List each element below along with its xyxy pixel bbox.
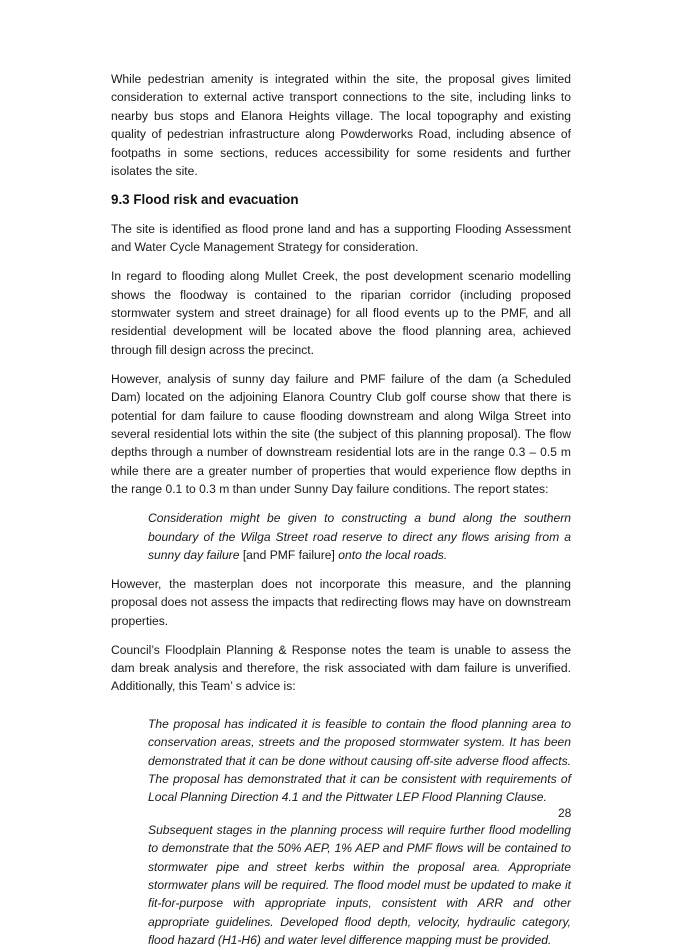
page-number: 28 (558, 806, 572, 820)
section-heading: 9.3 Flood risk and evacuation (111, 191, 299, 207)
paragraph-dam-failure: However, analysis of sunny day failure and PMF failure of the dam (a Scheduled Dam) located on the adjoining Elanora Country Club golf course show that there is potential for dam failure to cause flooding downstream and along Wilga Street into several residential lots within the site (the subject of this planning proposal). The flow depths through a number of downstream residential lots are in the range 0.3 – 0.5 m while there are a greater number of properties that would experience flow depths in the range 0.1 to 0.3 m than under Sunny Day failure conditions. The report states: (111, 371, 571, 497)
paragraph-pedestrian-amenity: While pedestrian amenity is integrated within the site, the proposal gives limited consideration to external active transport connections to the site, including links to nearby bus stops and Elanora Heights village. The local topography and existing quality of pedestrian infrastructure along Powderworks Road, including absence of footpaths in some sections, reduces accessibility for some residents and further isolates the site. (111, 72, 571, 179)
paragraph-mullet-creek: In regard to flooding along Mullet Creek, the post development scenario modelling shows the floodway is contained to the riparian corridor (including proposed stormwater system and street drainage) for all flood events up to the PMF, and all residential development will be located above the flood planning area, achieved through fill design across the precinct. (111, 269, 571, 357)
paragraph-masterplan: However, the masterplan does not incorporate this measure, and the planning proposal does not assess the impacts that redirecting flows may have on downstream properties. (111, 576, 571, 628)
block-quote-bund (111, 509, 571, 564)
document-page (111, 70, 571, 950)
paragraph-flood-prone-land: The site is identified as flood prone land and has a supporting Flooding Assessment and Water Cycle Management Strategy for consideration. (111, 221, 571, 255)
quote-editorial-insert: [and PMF failure] (242, 547, 335, 562)
quote-text-part1: Consideration might be given to constructing a bund along the southern boundary of the Wilga Street road reserve to direct any flows arising from a sunny day failure (148, 511, 571, 562)
quote-text-part2: onto the local roads. (338, 547, 448, 562)
block-quote-subsequent-stages: Subsequent stages in the planning process will require further flood modelling to demonstrate that the 50% AEP, 1% AEP and PMF flows will be contained to stormwater pipe and street kerbs within the proposal area. Appropriate stormwater plans will be required. The flood model must be updated to make it fit-for-purpose with appropriate inputs, consistent with ARR and other appropriate guidelines. Developed flood depth, velocity, hydraulic category, flood hazard (H1-H6) and water level difference mapping must be provided. (148, 822, 571, 948)
paragraph-council-advice: Council’s Floodplain Planning & Response notes the team is unable to assess the dam break analysis and therefore, the risk associated with dam failure is unverified. Additionally, this Team’ s advice is: (111, 642, 571, 694)
block-quote-proposal-feasible: The proposal has indicated it is feasible to contain the flood planning area to conservation areas, streets and the proposed stormwater system. It has been demonstrated that it can be done without causing off-site adverse flood affects. The proposal has demonstrated that it can be consistent with requirements of Local Planning Direction 4.1 and the Pittwater LEP Flood Planning Clause. (148, 716, 571, 805)
